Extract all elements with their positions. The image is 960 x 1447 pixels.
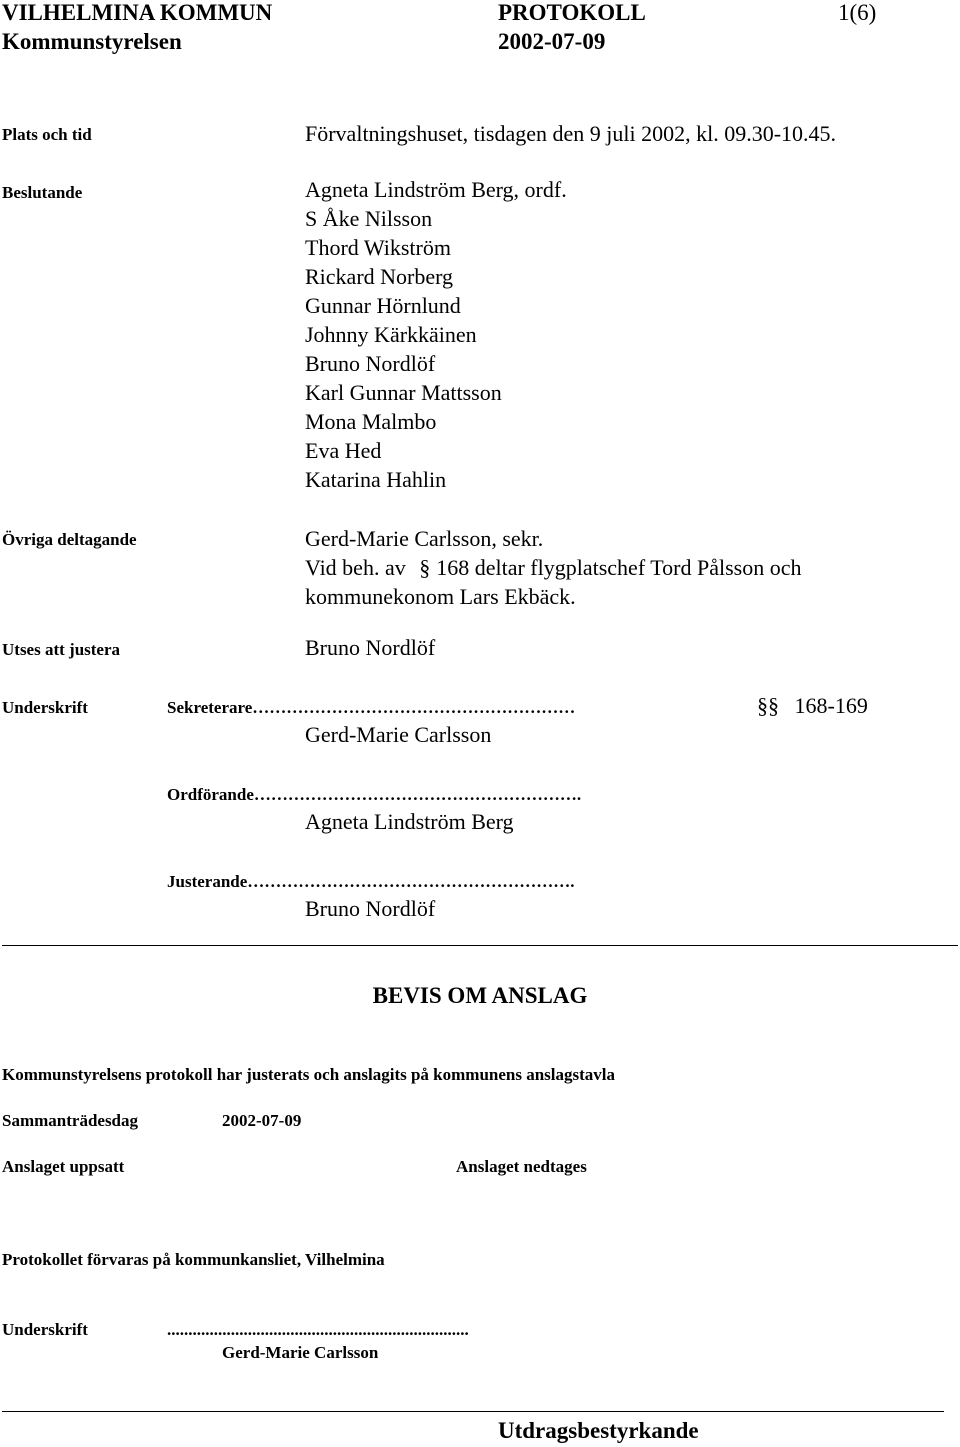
adjuster-signature-line: Justerande…………………………………………………. [167, 872, 575, 891]
member-name: Bruno Nordlöf [305, 351, 436, 376]
sections-range [757, 691, 868, 720]
posted-label: Anslaget uppsatt [2, 1157, 125, 1176]
page-number: 1(6) [838, 0, 877, 25]
member-name: Karl Gunnar Mattsson [305, 380, 502, 405]
certificate-signature-line: ....................................................................... [167, 1320, 469, 1339]
member-name: Gunnar Hörnlund [305, 293, 461, 318]
member-name: Thord Wikström [305, 235, 451, 260]
adjuster-value: Bruno Nordlöf [305, 635, 436, 660]
other-participant-secretary: Gerd-Marie Carlsson, sekr. [305, 526, 544, 551]
member-name: Mona Malmbo [305, 409, 437, 434]
removed-label: Anslaget nedtages [456, 1157, 587, 1176]
meeting-day-label: Sammanträdesdag [2, 1111, 139, 1130]
other-participants-note [305, 553, 801, 582]
member-name: Rickard Norberg [305, 264, 454, 289]
signature-label: Underskrift [2, 698, 88, 717]
divider-line [2, 945, 958, 946]
other-participants-label: Övriga deltagande [2, 530, 137, 549]
chair-signature-line: Ordförande…………………………………………………. [167, 785, 582, 804]
header-date: 2002-07-09 [498, 29, 606, 54]
committee-name: Kommunstyrelsen [2, 29, 182, 54]
section-symbol: § [419, 555, 431, 580]
certificate-title: BEVIS OM ANSLAG [372, 983, 588, 1008]
footer-divider-line [2, 1411, 944, 1412]
secretary-signature-line: Sekreterare………………………………………………… [167, 698, 576, 717]
organization-name: VILHELMINA KOMMUN [2, 0, 273, 25]
note-text-a: Vid beh. av [305, 555, 406, 580]
certificate-signature-label: Underskrift [2, 1320, 88, 1339]
sections-numbers: 168-169 [794, 693, 868, 718]
chair-name: Agneta Lindström Berg [305, 809, 514, 834]
section-symbols: §§ [757, 693, 779, 718]
member-name: Johnny Kärkkäinen [305, 322, 477, 347]
adjuster-name: Bruno Nordlöf [305, 896, 436, 921]
member-name: Katarina Hahlin [305, 467, 447, 492]
member-name: S Åke Nilsson [305, 206, 433, 231]
adjuster-label: Utses att justera [2, 640, 121, 659]
note-text-b: 168 deltar flygplatschef Tord Pålsson och [436, 555, 802, 580]
meeting-day-value: 2002-07-09 [222, 1111, 302, 1130]
decision-makers-label: Beslutande [2, 183, 83, 202]
footer-title: Utdragsbestyrkande [498, 1418, 699, 1443]
member-name: Agneta Lindström Berg, ordf. [305, 177, 567, 202]
storage-note: Protokollet förvaras på kommunkansliet, Vilhelmina [2, 1250, 385, 1269]
certificate-statement: Kommunstyrelsens protokoll har justerats och anslagits på kommunens anslagstavla [2, 1065, 616, 1084]
member-name: Eva Hed [305, 438, 382, 463]
place-time-label: Plats och tid [2, 125, 92, 144]
document-type: PROTOKOLL [498, 0, 646, 25]
certificate-signature-name: Gerd-Marie Carlsson [222, 1343, 379, 1362]
decision-makers-list [305, 175, 567, 494]
secretary-name: Gerd-Marie Carlsson [305, 722, 492, 747]
other-participants-note-cont: kommunekonom Lars Ekbäck. [305, 584, 576, 609]
place-time-value: Förvaltningshuset, tisdagen den 9 juli 2002, kl. 09.30-10.45. [305, 121, 837, 146]
